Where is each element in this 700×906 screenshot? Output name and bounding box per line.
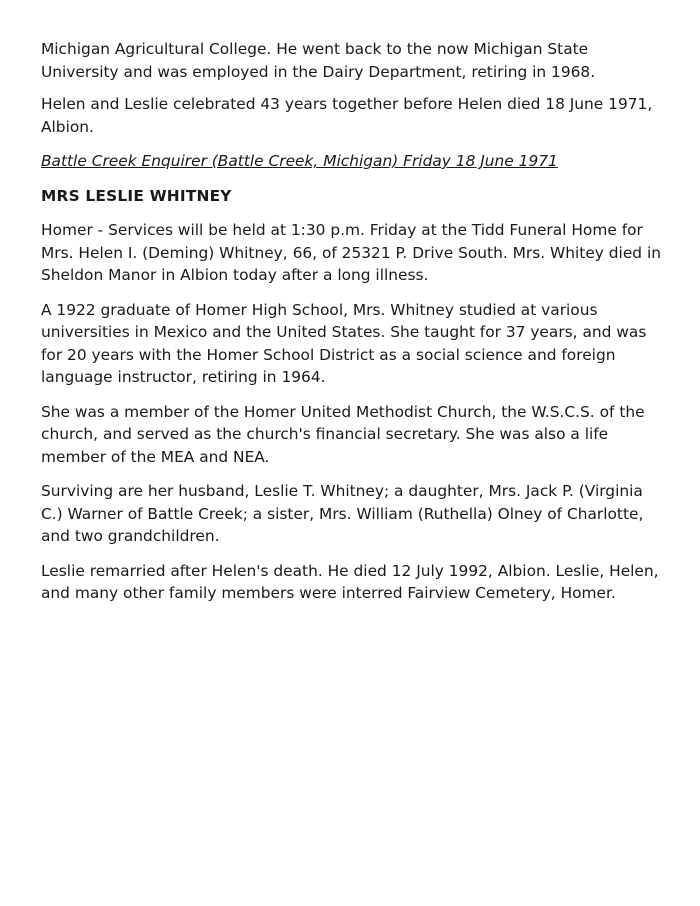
paragraph-college: Michigan Agricultural College. He went back to the now Michigan State University and was employed in the Dairy Department, retiring in 1968. [41,40,596,81]
document-page [41,38,661,615]
paragraph-education: A 1922 graduate of Homer High School, Mrs. Whitney studied at various universities in Mexico and the United States. She taught for 37 years, and was for 20 years with the Homer School District as a social science and foreign language instructor, retiring in 1964. [41,300,647,386]
paragraph-survivors: Surviving are her husband, Leslie T. Whitney; a daughter, Mrs. Jack P. (Virginia C.) Warner of Battle Creek; a sister, Mrs. William (Ruthella) Olney of Charlotte, and two grandchildren. [41,482,644,545]
paragraph-closing: Leslie remarried after Helen's death. He died 12 July 1992, Albion. Leslie, Helen, and many other family members were interred Fairview Cemetery, Homer. [41,561,659,602]
paragraph-membership: She was a member of the Homer United Methodist Church, the W.S.C.S. of the church, and served as the church's financial secretary. She was also a life member of the MEA and NEA. [41,402,645,466]
obituary-headline: MRS LESLIE WHITNEY [41,186,232,205]
source-citation: Battle Creek Enquirer (Battle Creek, Michigan) Friday 18 June 1971 [41,152,558,170]
paragraph-anniversary: Helen and Leslie celebrated 43 years together before Helen died 18 June 1971, Albion. [41,95,653,136]
paragraph-services: Homer - Services will be held at 1:30 p.m. Friday at the Tidd Funeral Home for Mrs. Helen I. (Deming) Whitney, 66, of 25321 P. Drive South. Mrs. Whitey died in Sheldon Manor in Albion today after a long illness. [41,221,661,284]
